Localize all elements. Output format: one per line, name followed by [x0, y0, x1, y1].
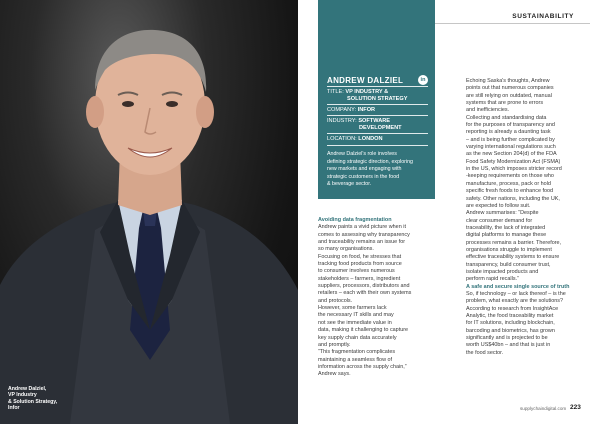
body-line: Echoing Saska's thoughts, Andrew: [466, 78, 550, 84]
body-line: tracking food products from source: [318, 261, 402, 268]
field-key: INDUSTRY:: [327, 118, 357, 124]
profile-divider: [327, 115, 428, 116]
body-line: Andrew summarises: “Despite: [466, 210, 539, 217]
photo-caption: [8, 386, 98, 411]
body-line: for the purposes of transparency and: [466, 122, 555, 129]
section-label: SUSTAINABILITY: [512, 13, 574, 20]
body-line: as the new Section 204(d) of the FDA: [466, 151, 557, 158]
body-line: organisations struggle to implement: [466, 246, 552, 253]
body-line: reporting is already a daunting task: [466, 129, 551, 136]
description-line: & beverage sector.: [327, 181, 372, 187]
body-line: isolate impacted products and: [466, 268, 539, 275]
body-line: comes to assessing why transparency: [318, 231, 410, 238]
body-line: to consumer involves numerous: [318, 268, 395, 275]
profile-divider: [327, 86, 428, 87]
body-line: stakeholders – farmers, ingredient: [318, 275, 401, 282]
body-line: retailers – each with their own systems: [318, 290, 412, 297]
header-divider: [434, 23, 590, 24]
body-line: are still relying on outdated, manual: [466, 92, 552, 99]
body-line: Collecting and standardising data: [466, 114, 547, 121]
body-line: systems that are prone to errors: [466, 100, 544, 107]
field-value: INFOR: [357, 107, 376, 113]
profile-divider: [327, 133, 428, 134]
description-line: Andrew Dalziel's role involves: [327, 151, 397, 157]
body-line: and promptly.: [318, 341, 351, 348]
body-line: significantly and is projected to be: [466, 335, 548, 342]
caption-line: & Solution Strategy,: [8, 398, 58, 405]
body-line: points out that numerous companies: [466, 85, 554, 92]
footer-url[interactable]: supplychaindigital.com: [520, 406, 567, 411]
profile-industry-field: [327, 118, 402, 131]
linkedin-icon[interactable]: in: [418, 75, 428, 85]
profile-name: ANDREW DALZIEL: [327, 76, 404, 85]
portrait-photo: [0, 0, 298, 424]
section-heading: A safe and secure single source of truth: [466, 283, 570, 290]
profile-box: [318, 0, 435, 199]
body-line: perform rapid recalls.”: [466, 276, 519, 283]
body-line: transparency, build consumer trust,: [466, 261, 551, 268]
field-value: DEVELOPMENT: [359, 124, 402, 131]
body-line: key supply chain data accurately: [318, 334, 397, 341]
field-value: VP INDUSTRY &: [345, 89, 389, 95]
body-line: specific fresh foods to enhance food: [466, 188, 554, 195]
profile-location-field: [327, 136, 383, 143]
field-key: LOCATION:: [327, 136, 357, 142]
body-line: maintaining a seamless flow of: [318, 356, 393, 363]
profile-divider: [327, 104, 428, 105]
profile-company-field: [327, 107, 375, 114]
body-line: manufacture, process, pack or hold: [466, 180, 551, 187]
body-line: information across the supply chain,”: [318, 363, 407, 370]
body-line: -keeping requirements on those who: [466, 173, 554, 180]
section-heading: Avoiding data fragmentation: [318, 217, 392, 223]
body-line: for IT solutions, including blockchain,: [466, 320, 555, 327]
article-column-left: [318, 217, 436, 379]
body-line: problem, what exactly are the solutions?: [466, 298, 564, 305]
body-line: suppliers, processors, distributors and: [318, 283, 410, 290]
body-line: in the US, which imposes stricter record: [466, 166, 562, 173]
profile-title-field: [327, 89, 408, 102]
body-line: Food Safety Modernization Act (FSMA): [466, 158, 561, 165]
body-line: So, if technology – or lack thereof – is the: [466, 290, 566, 297]
description-line: defining strategic direction, exploring: [327, 158, 413, 165]
body-line: so many organisations.: [318, 246, 374, 253]
body-line: the necessary IT skills and may: [318, 312, 394, 319]
body-line: worth US$40bn – and that is just in: [466, 342, 551, 349]
body-line: Focusing on food, he stresses that: [318, 253, 402, 260]
field-key: TITLE:: [327, 89, 344, 95]
body-line: and traceability remains an issue for: [318, 239, 406, 246]
field-value: SOFTWARE: [358, 118, 391, 124]
caption-line: VP Industry: [8, 392, 37, 399]
body-line: and inefficiencies.: [466, 107, 510, 114]
body-line: According to research from InsightAce: [466, 305, 559, 312]
body-line: Andrew paints a vivid picture when it: [318, 224, 406, 231]
body-line: are expected to follow suit.: [466, 202, 531, 209]
body-line: digital platforms to manage these: [466, 232, 547, 239]
profile-description: [327, 151, 431, 189]
caption-line: Infor: [8, 404, 20, 411]
field-value: LONDON: [358, 136, 383, 142]
body-line: safety. Other nations, including the UK,: [466, 195, 560, 202]
caption-line: Andrew Dalziel,: [8, 386, 47, 392]
body-line: the food sector.: [466, 349, 504, 356]
profile-divider: [327, 145, 428, 146]
body-line: and protocols.: [318, 297, 353, 304]
page-number: 223: [570, 404, 581, 411]
portrait-illustration: [0, 0, 298, 424]
body-line: barcoding and biometrics, has grown: [466, 327, 555, 334]
body-line: However, some farmers lack: [318, 305, 387, 312]
field-key: COMPANY:: [327, 107, 357, 113]
description-line: new markets and engaging with: [327, 166, 402, 172]
body-line: Analytic, the food traceability market: [466, 313, 554, 319]
body-line: effective traceability systems to ensure: [466, 254, 560, 261]
body-line: processes remains a barrier. Therefore,: [466, 239, 562, 246]
body-line: Andrew says.: [318, 371, 351, 378]
body-line: – and is being further complicated by: [466, 136, 555, 143]
body-line: data, making it challenging to capture: [318, 327, 409, 334]
body-line: varying international regulations such: [466, 144, 556, 151]
body-line: clear consumer demand for: [466, 217, 533, 224]
body-line: traceability, the lack of integrated: [466, 224, 546, 231]
body-line: “This fragmentation complicates: [318, 349, 396, 356]
body-line: not see the immediate value in: [318, 319, 392, 326]
field-value: SOLUTION STRATEGY: [347, 95, 408, 102]
article-column-right: [466, 78, 584, 357]
description-line: strategic customers in the food: [327, 173, 400, 180]
